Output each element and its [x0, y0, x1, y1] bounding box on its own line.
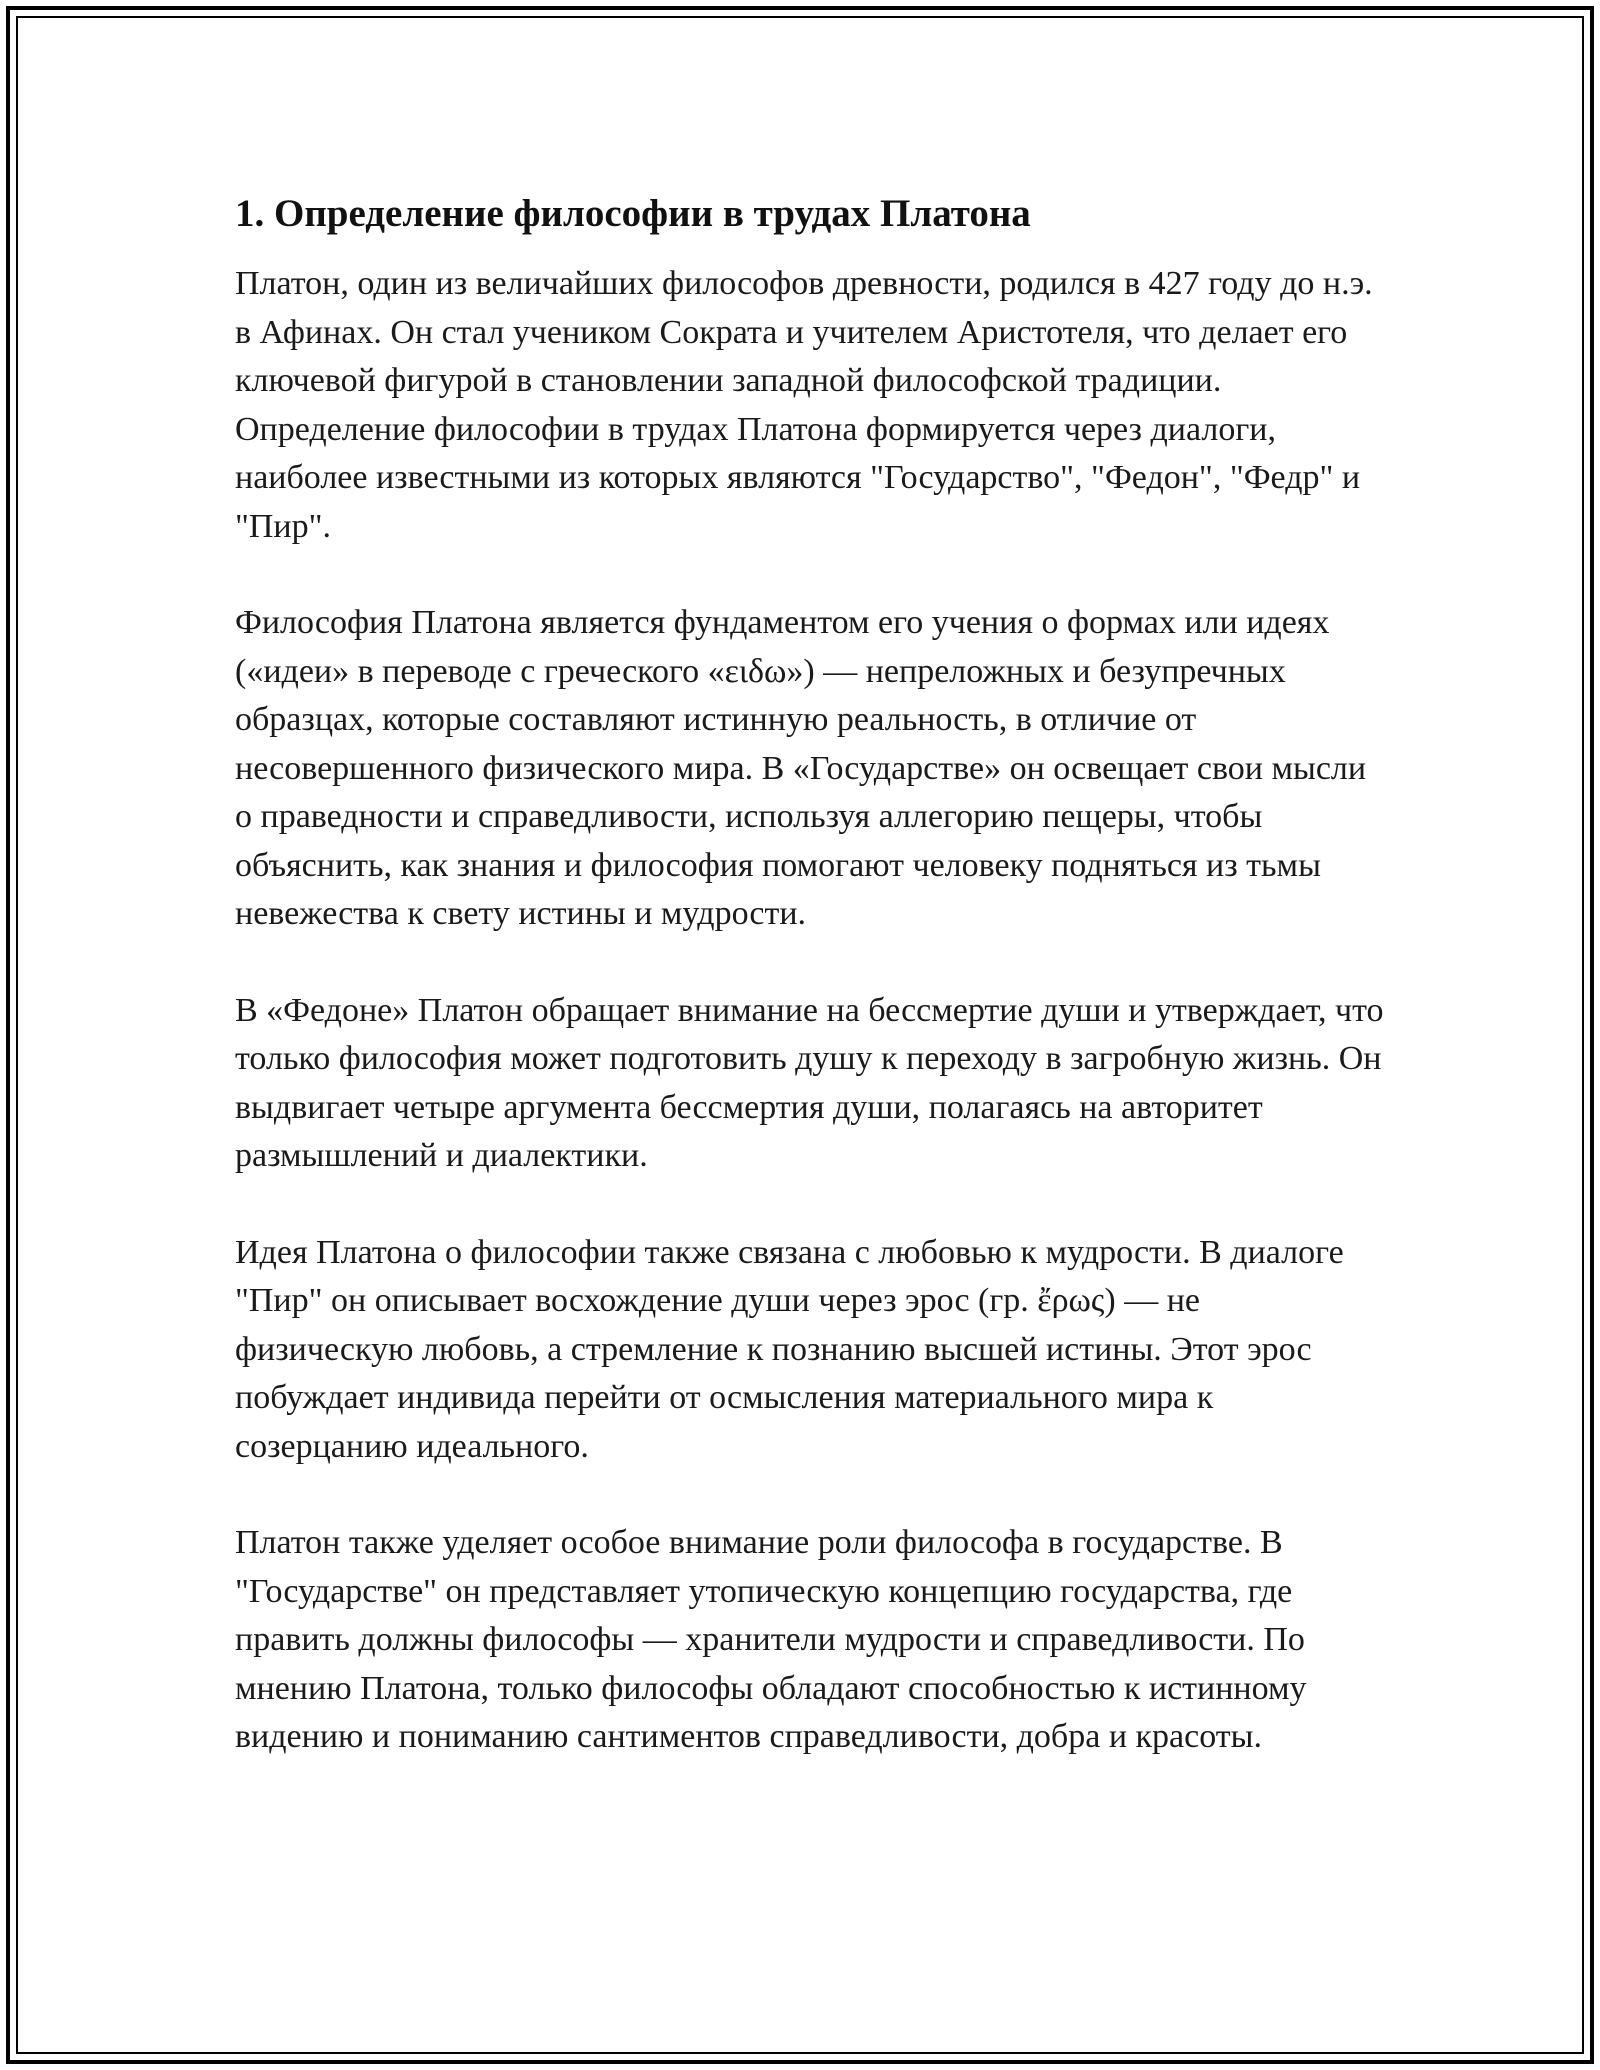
- paragraph-symposium: Идея Платона о философии также связана с любовью к мудрости. В диалоге "Пир" он описывает восхождение души через эрос (гр. ἔρως) — не физическую любовь, а стремление к познанию высшей истины. Этот эрос побуждает индивида перейти от осмысления материального мира к созерцанию идеального.: [235, 1233, 1344, 1465]
- paragraph-phaedo: В «Федоне» Платон обращает внимание на бессмертие души и утверждает, что только философия может подготовить душу к переходу в загробную жизнь. Он выдвигает четыре аргумента бессмертия души, полагаясь на авторитет размышлений и диалектики.: [235, 991, 1384, 1174]
- section-heading: 1. Определение философии в трудах Платона: [235, 192, 1031, 235]
- paragraph-intro: Платон, один из величайших философов древности, родился в 427 году до н.э. в Афинах. Он стал учеником Сократа и учителем Аристотеля, что делает его ключевой фигурой в становлении западной философской традиции. Определение философии в трудах Платона формируется через диалоги, наиболее известными из которых являются "Государство", "Федон", "Федр" и "Пир".: [235, 265, 1373, 545]
- document-body: [235, 188, 1385, 1810]
- paragraph-republic: Платон также уделяет особое внимание роли философа в государстве. В "Государстве" он представляет утопическую концепцию государства, где править должны философы — хранители мудрости и справедливости. По мнению Платона, только философы обладают способностью к истинному видению и пониманию сантиментов справедливости, добра и красоты.: [235, 1524, 1307, 1755]
- paragraph-forms: Философия Платона является фундаментом его учения о формах или идеях («идеи» в переводе с греческого «ειδω») — непреложных и безупречных образцах, которые составляют истинную реальность, в отличие от несовершенного физического мира. В «Государстве» он освещает свои мысли о праведности и справедливости, используя аллегорию пещеры, чтобы объяснить, как знания и философия помогают человеку подняться из тьмы невежества к свету истины и мудрости.: [235, 604, 1367, 932]
